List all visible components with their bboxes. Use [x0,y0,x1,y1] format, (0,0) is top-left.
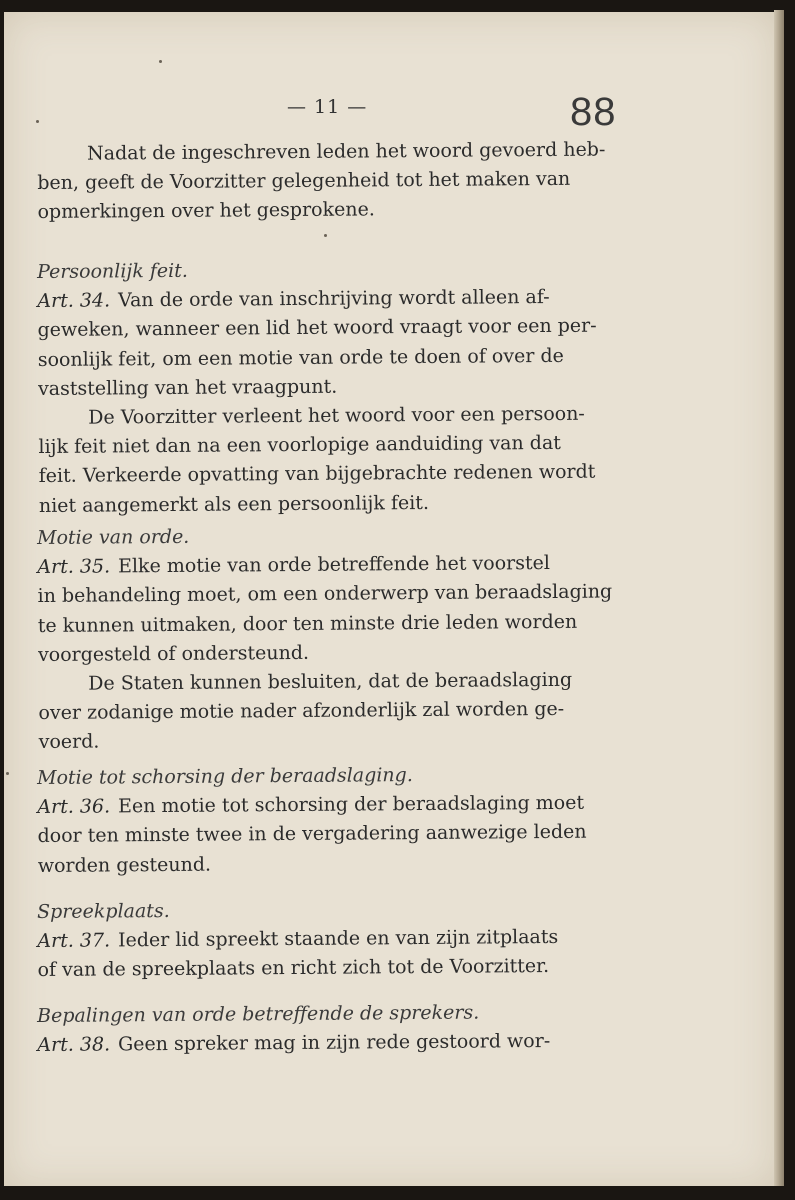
article-number: Art. 36. [37,795,111,819]
page-number: — 11 — [287,96,368,118]
article-number: Art. 34. [37,289,111,313]
paper-speck [159,60,162,63]
page-edge [774,10,784,1190]
text-line: Nadat de ingeschreven leden het woord gevoerd heb- [87,138,606,165]
section-heading: Spreekplaats. [37,899,170,923]
text-line-body: Van de orde van inschrijving wordt alleen af- [117,286,550,312]
section-heading: Motie tot schorsing der beraadslaging. [37,764,413,789]
book-page [4,12,776,1188]
paper-speck [324,234,327,237]
text-line: over zodanige motie nader afzonderlijk zal worden ge- [38,698,565,725]
section-37 [37,893,634,985]
section-heading: Bepalingen van orde betreffende de sprekers. [37,1001,480,1027]
text-line: te kunnen uitmaken, door ten minste drie leden worden [37,610,578,637]
text-line [37,283,633,317]
text-line: De Voorzitter verleent het woord voor een persoon- [88,402,585,429]
text-line: ben, geeft de Voorzitter gelegenheid tot het maken van [37,168,571,195]
text-line-body: Ieder lid spreekt staande en van zijn zitplaats [117,926,559,952]
text-line: niet aangemerkt als een persoonlijk feit. [38,491,430,517]
section-34 [37,253,635,521]
text-line: in behandeling moet, om een onderwerp van beraadslaging [37,580,613,608]
section-35 [37,519,635,757]
text-line: lijk feit niet dan na een voorlopige aanduiding van dat [38,432,561,459]
text-line-body: Geen spreker mag in zijn rede gestoord wor- [117,1030,551,1056]
text-line: vaststelling van het vraagpunt. [37,375,338,400]
text-line-body: Een motie tot schorsing der beraadslaging moet [117,791,585,818]
section-heading: Persoonlijk feit. [37,259,188,283]
intro-paragraph [37,135,634,227]
text-line: opmerkingen over het gesprokene. [37,198,375,224]
article-number: Art. 38. [37,1033,111,1057]
text-line: voorgesteld of ondersteund. [37,641,310,666]
text-line: geweken, wanneer een lid het woord vraagt voor een per- [37,315,597,342]
stamp-number: 88 [570,90,617,134]
text-line: soonlijk feit, om een motie van orde te doen of over de [37,344,564,371]
article-number: Art. 35. [37,555,111,579]
text-line: De Staten kunnen besluiten, dat de beraadslaging [88,668,573,695]
scan-border-bottom [0,1186,795,1200]
text-line [37,923,633,957]
text-line: of van de spreekplaats en richt zich tot de Voorzitter. [37,955,550,982]
text-line [37,549,633,583]
section-36 [37,759,634,880]
article-number: Art. 37. [37,929,111,953]
text-line [37,789,633,823]
section-heading: Motie van orde. [37,525,190,549]
paper-speck [36,120,39,123]
text-line [37,1027,633,1061]
text-line: voerd. [38,730,100,754]
section-38 [37,997,633,1060]
text-line: feit. Verkeerde opvatting van bijgebrachte redenen wordt [38,461,596,488]
paper-speck [6,772,9,775]
text-line: worden gesteund. [37,853,212,877]
text-line: door ten minste twee in de vergadering aanwezige leden [37,821,587,848]
text-line-body: Elke motie van orde betreffende het voorstel [117,552,551,578]
